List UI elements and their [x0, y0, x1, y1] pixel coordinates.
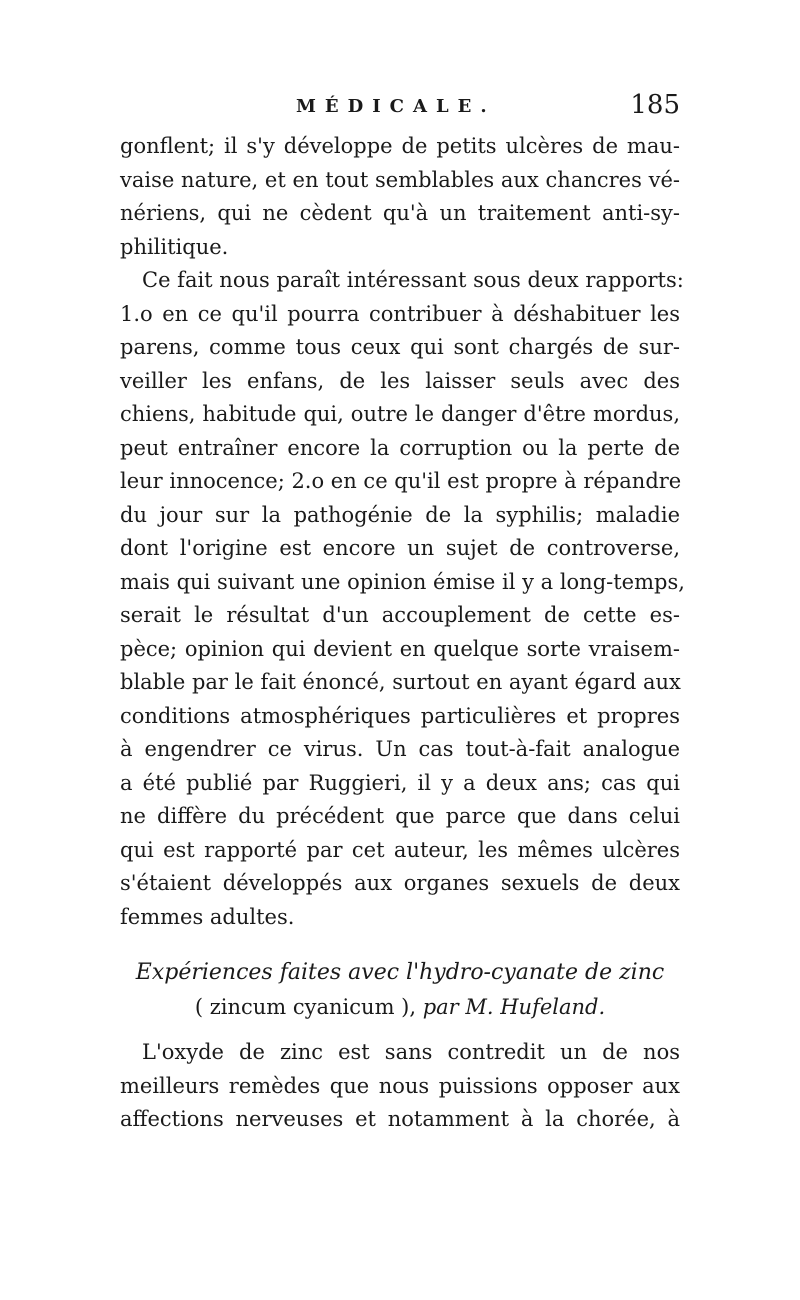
text-line: conditions atmosphériques particulières et propres	[120, 703, 680, 728]
text-line: mais qui suivant une opinion émise il y a long-temps,	[120, 569, 685, 594]
text-line: Ce fait nous paraît intéressant sous deux rapports:	[142, 268, 684, 292]
paragraph-case-discussion	[120, 264, 685, 934]
text-line: gonflent; il s'y développe de petits ulcères de mau-	[120, 134, 680, 158]
text-line: qui est rapporté par cet auteur, les mêmes ulcères	[120, 837, 680, 862]
text-line: meilleurs remèdes que nous puissions opposer aux	[120, 1073, 680, 1098]
text-line: dont l'origine est encore un sujet de controverse,	[120, 536, 680, 560]
text-line: L'oxyde de zinc est sans contredit un de nos	[142, 1040, 680, 1064]
page-number: 185	[630, 90, 680, 120]
paragraph-zinc-oxide	[120, 1036, 680, 1137]
text-line: pèce; opinion qui devient en quelque sorte vraisem-	[120, 636, 680, 661]
paragraph-continuation	[120, 130, 680, 264]
text-line: leur innocence; 2.o en ce qu'il est propre à répandre	[120, 469, 682, 493]
text-line: peut entraîner encore la corruption ou la perte de	[120, 435, 680, 460]
text-line: parens, comme tous ceux qui sont chargés de sur-	[120, 335, 680, 359]
section-heading-latin: ( zincum cyanicum ),	[194, 995, 423, 1019]
text-line: philitique.	[120, 234, 229, 259]
text-line: ne diffère du précédent que parce que dans celui	[120, 804, 680, 828]
section-heading-author: par M. Hufeland.	[422, 995, 606, 1019]
text-line: s'étaient développés aux organes sexuels de deux	[120, 871, 680, 895]
book-page	[120, 90, 685, 1137]
text-line: femmes adultes.	[120, 904, 295, 929]
text-line: vaise nature, et en tout semblables aux chancres vé-	[120, 167, 680, 192]
text-line: 1.o en ce qu'il pourra contribuer à déshabituer les	[120, 301, 680, 326]
text-line: serait le résultat d'un accouplement de cette es-	[120, 603, 680, 627]
text-line: nériens, qui ne cèdent qu'à un traitement anti-sy-	[120, 201, 680, 225]
text-line: blable par le fait énoncé, surtout en ayant égard aux	[120, 670, 681, 694]
text-line: veiller les enfans, de les laisser seuls avec des	[120, 368, 680, 393]
running-title: MÉDICALE.	[296, 96, 496, 117]
text-line: a été publié par Ruggieri, il y a deux ans; cas qui	[120, 770, 680, 795]
running-header	[120, 90, 680, 130]
section-heading-subtitle	[120, 990, 680, 1024]
text-line: affections nerveuses et notamment à la chorée, à	[120, 1107, 680, 1131]
text-line: chiens, habitude qui, outre le danger d'être mordus,	[120, 402, 680, 426]
text-line: du jour sur la pathogénie de la syphilis; maladie	[120, 502, 680, 527]
section-heading-title: Expériences faites avec l'hydro-cyanate de zinc	[135, 960, 665, 985]
text-line: à engendrer ce virus. Un cas tout-à-fait analogue	[120, 737, 680, 761]
section-heading	[120, 956, 680, 1024]
